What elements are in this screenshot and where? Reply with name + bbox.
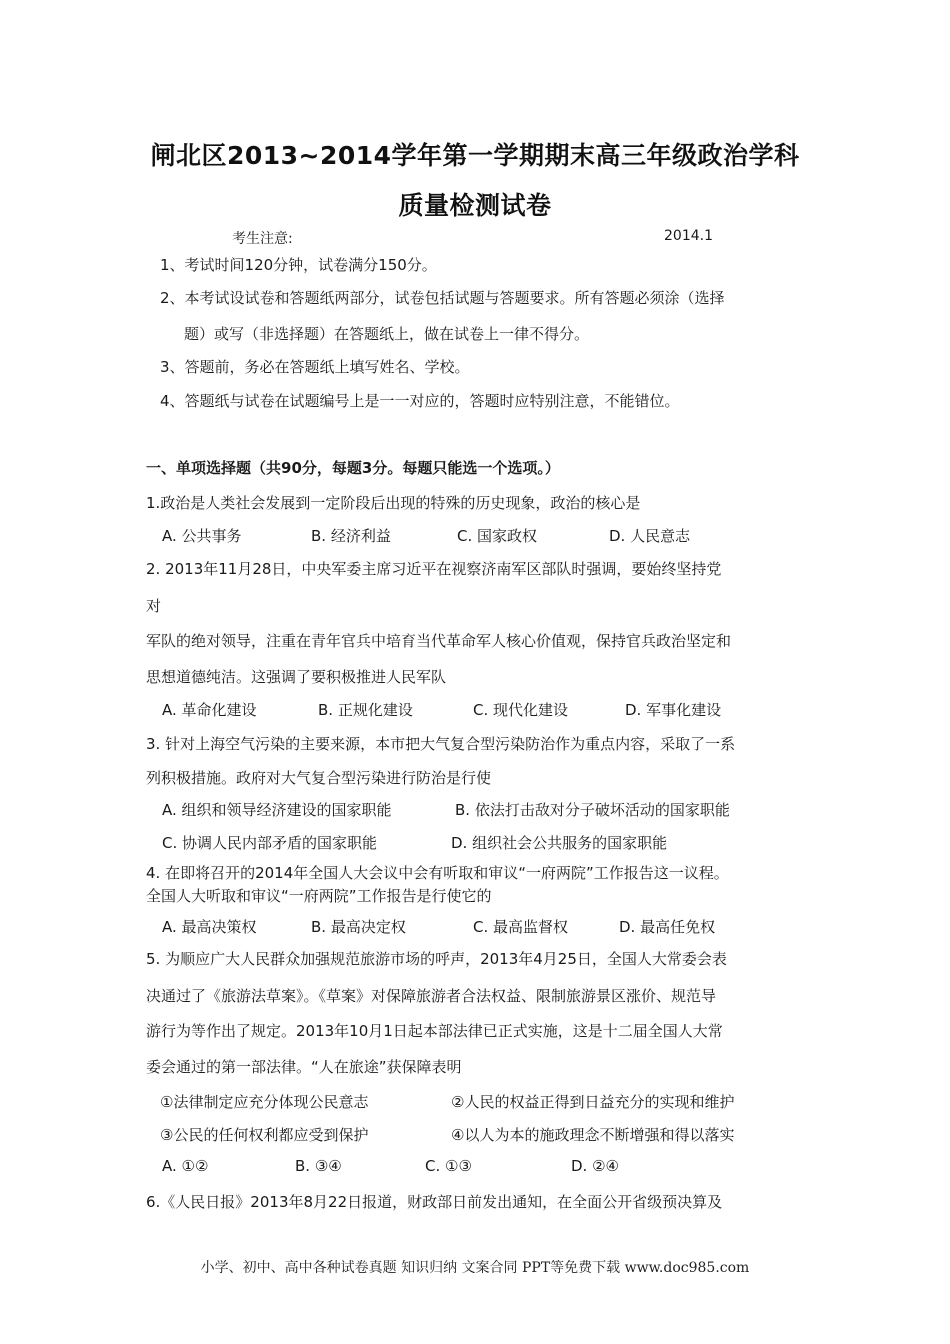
q5-statement-4: ④以人为本的施政理念不断增强和得以落实 bbox=[451, 1126, 735, 1144]
q5-statement-3: ③公民的任何权利都应受到保护 bbox=[160, 1126, 369, 1144]
q4-option-a: A. 最高决策权 bbox=[162, 918, 257, 936]
q1-option-a: A. 公共事务 bbox=[162, 527, 242, 545]
q2-option-c: C. 现代化建设 bbox=[473, 701, 569, 719]
q3-stem-line1: 3. 针对上海空气污染的主要来源，本市把大气复合型污染防治作为重点内容，采取了一系 bbox=[146, 735, 736, 753]
q2-option-b: B. 正规化建设 bbox=[318, 701, 413, 719]
q4-stem-line2: 全国人大听取和审议“一府两院”工作报告是行使它的 bbox=[146, 887, 492, 905]
exam-date: 2014.1 bbox=[664, 228, 713, 244]
q1-option-b: B. 经济利益 bbox=[311, 527, 391, 545]
section1-heading: 一、单项选择题（共90分，每题3分。每题只能选一个选项。） bbox=[146, 459, 560, 477]
q4-option-b: B. 最高决定权 bbox=[311, 918, 406, 936]
q1-option-c: C. 国家政权 bbox=[457, 527, 538, 545]
q5-statement-1: ①法律制定应充分体现公民意志 bbox=[160, 1093, 369, 1111]
q5-option-b: B. ③④ bbox=[295, 1157, 342, 1175]
exam-title-line2: 质量检测试卷 bbox=[398, 191, 552, 220]
q5-option-c: C. ①③ bbox=[425, 1157, 472, 1175]
q5-option-a: A. ①② bbox=[162, 1157, 209, 1175]
q1-stem: 1.政治是人类社会发展到一定阶段后出现的特殊的历史现象，政治的核心是 bbox=[146, 494, 641, 512]
q3-option-d: D. 组织社会公共服务的国家职能 bbox=[451, 834, 668, 852]
q5-stem-line1: 5. 为顺应广大人民群众加强规范旅游市场的呼声，2013年4月25日，全国人大常委会表 bbox=[146, 950, 727, 968]
q1-option-d: D. 人民意志 bbox=[609, 527, 691, 545]
q5-stem-line3: 游行为等作出了规定。2013年10月1日起本部法律已正式实施，这是十二届全国人大常 bbox=[146, 1022, 723, 1040]
q2-stem-line2: 对 bbox=[146, 597, 162, 615]
exam-title-line1: 闸北区2013~2014学年第一学期期末高三年级政治学科 bbox=[150, 141, 800, 170]
notice-item-1: 1、考试时间120分钟，试卷满分150分。 bbox=[160, 256, 437, 274]
q4-stem-line1: 4. 在即将召开的2014年全国人大会议中会有听取和审议“一府两院”工作报告这一议程。 bbox=[146, 864, 729, 882]
notice-label: 考生注意: bbox=[232, 231, 293, 247]
notice-item-3: 3、答题前，务必在答题纸上填写姓名、学校。 bbox=[160, 358, 470, 376]
q6-stem-line1: 6.《人民日报》2013年8月22日报道，财政部日前发出通知，在全面公开省级预决算及 bbox=[146, 1193, 723, 1211]
q3-option-a: A. 组织和领导经济建设的国家职能 bbox=[162, 801, 392, 819]
q5-option-d: D. ②④ bbox=[571, 1157, 619, 1175]
notice-item-2-cont: 题）或写（非选择题）在答题纸上，做在试卷上一律不得分。 bbox=[184, 325, 590, 343]
q4-option-c: C. 最高监督权 bbox=[473, 918, 569, 936]
notice-item-4: 4、答题纸与试卷在试题编号上是一一对应的，答题时应特别注意，不能错位。 bbox=[160, 392, 680, 410]
q5-statement-2: ②人民的权益正得到日益充分的实现和维护 bbox=[451, 1093, 735, 1111]
q2-option-d: D. 军事化建设 bbox=[625, 701, 722, 719]
q3-stem-line2: 列积极措施。政府对大气复合型污染进行防治是行使 bbox=[146, 769, 492, 787]
q5-stem-line2: 决通过了《旅游法草案》。《草案》对保障旅游者合法权益、限制旅游景区涨价、规范导 bbox=[146, 987, 717, 1005]
q5-stem-line4: 委会通过的第一部法律。“人在旅途”获保障表明 bbox=[146, 1058, 462, 1076]
q3-option-c: C. 协调人民内部矛盾的国家职能 bbox=[162, 834, 378, 852]
q2-stem-line4: 思想道德纯洁。这强调了要积极推进人民军队 bbox=[146, 668, 447, 686]
q4-option-d: D. 最高任免权 bbox=[619, 918, 716, 936]
footer-watermark-text: 小学、初中、高中各种试卷真题 知识归纳 文案合同 PPT等免费下载 www.doc985.com bbox=[200, 1260, 750, 1276]
notice-item-2: 2、本考试设试卷和答题纸两部分，试卷包括试题与答题要求。所有答题必须涂（选择 bbox=[160, 289, 725, 307]
q2-option-a: A. 革命化建设 bbox=[162, 701, 257, 719]
q2-stem-line1: 2. 2013年11月28日，中央军委主席习近平在视察济南军区部队时强调，要始终坚持党 bbox=[146, 560, 722, 578]
q2-stem-line3: 军队的绝对领导，注重在青年官兵中培育当代革命军人核心价值观，保持官兵政治坚定和 bbox=[146, 632, 732, 650]
q3-option-b: B. 依法打击敌对分子破坏活动的国家职能 bbox=[455, 801, 730, 819]
